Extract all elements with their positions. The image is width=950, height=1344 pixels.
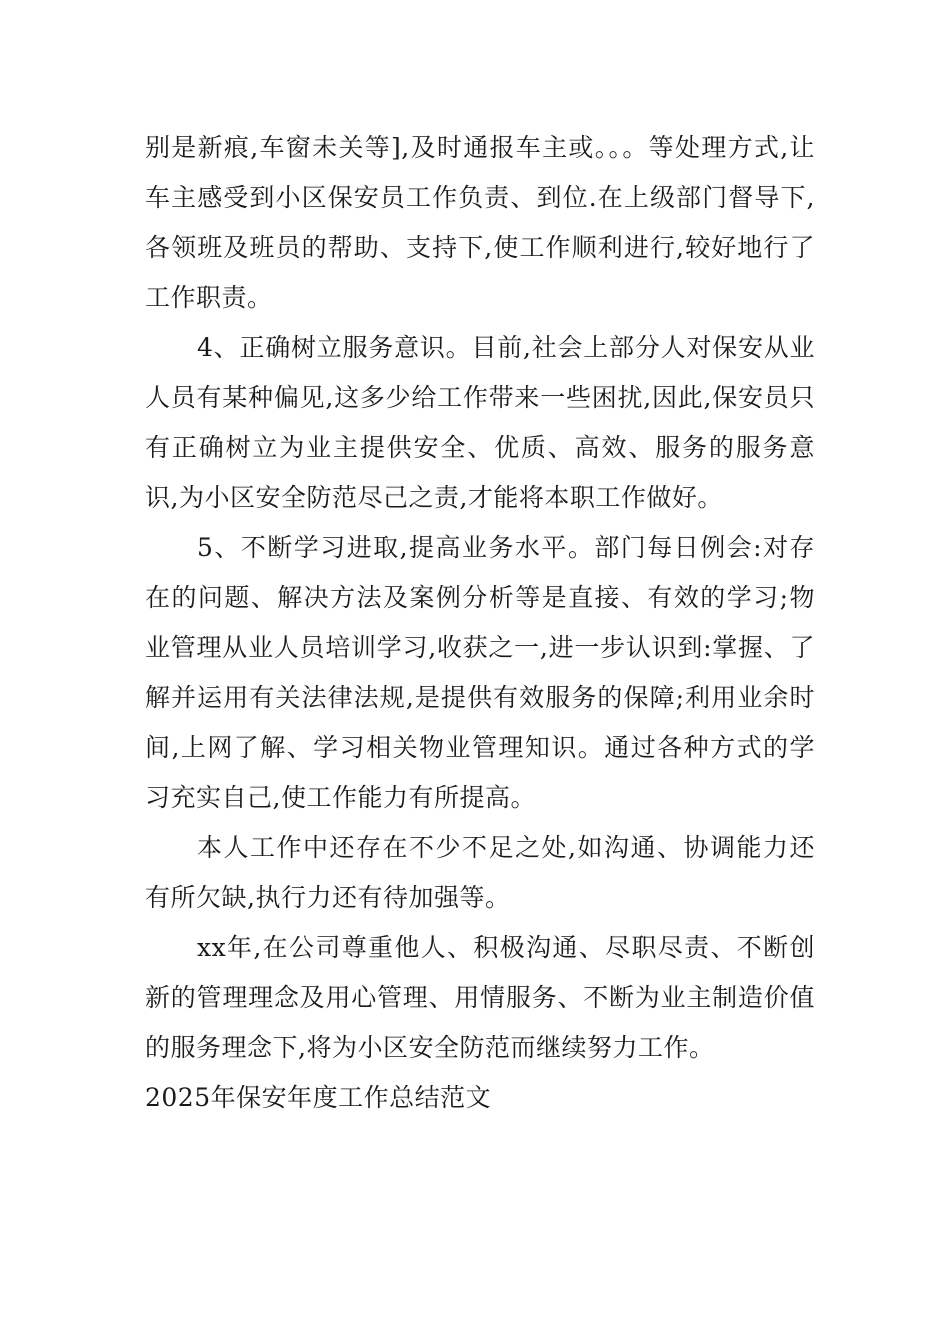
paragraph-service-awareness: 4、正确树立服务意识。目前,社会上部分人对保安从业人员有某种偏见,这多少给工作带来一些困扰,因此,保安员只有正确树立为业主提供安全、优质、高效、服务的服务意识,为小区安全防范尽己之责,才能将本职工作做好。 — [145, 333, 815, 512]
paragraph-future-outlook: xx年,在公司尊重他人、积极沟通、尽职尽责、不断创新的管理理念及用心管理、用情服务、不断为业主制造价值的服务理念下,将为小区安全防范而继续努力工作。 — [145, 933, 815, 1062]
paragraph-shortcomings: 本人工作中还存在不少不足之处,如沟通、协调能力还有所欠缺,执行力还有待加强等。 — [145, 833, 815, 912]
next-section-title: 2025年保安年度工作总结范文 — [145, 1083, 492, 1112]
paragraph-continuous-learning: 5、不断学习进取,提高业务水平。部门每日例会:对存在的问题、解决方法及案例分析等是直接、有效的学习;物业管理从业人员培训学习,收获之一,进一步认识到:掌握、了解并运用有关法律法规,是提供有效服务的保障;利用业余时间,上网了解、学习相关物业管理知识。通过各种方式的学习充实自己,使工作能力有所提高。 — [145, 533, 815, 812]
document-body — [145, 123, 815, 1123]
paragraph-vehicle-check: 别是新痕,车窗未关等],及时通报车主或。。。等处理方式,让车主感受到小区保安员工作负责、到位.在上级部门督导下,各领班及班员的帮助、支持下,使工作顺利进行,较好地行了工作职责。 — [145, 133, 815, 312]
